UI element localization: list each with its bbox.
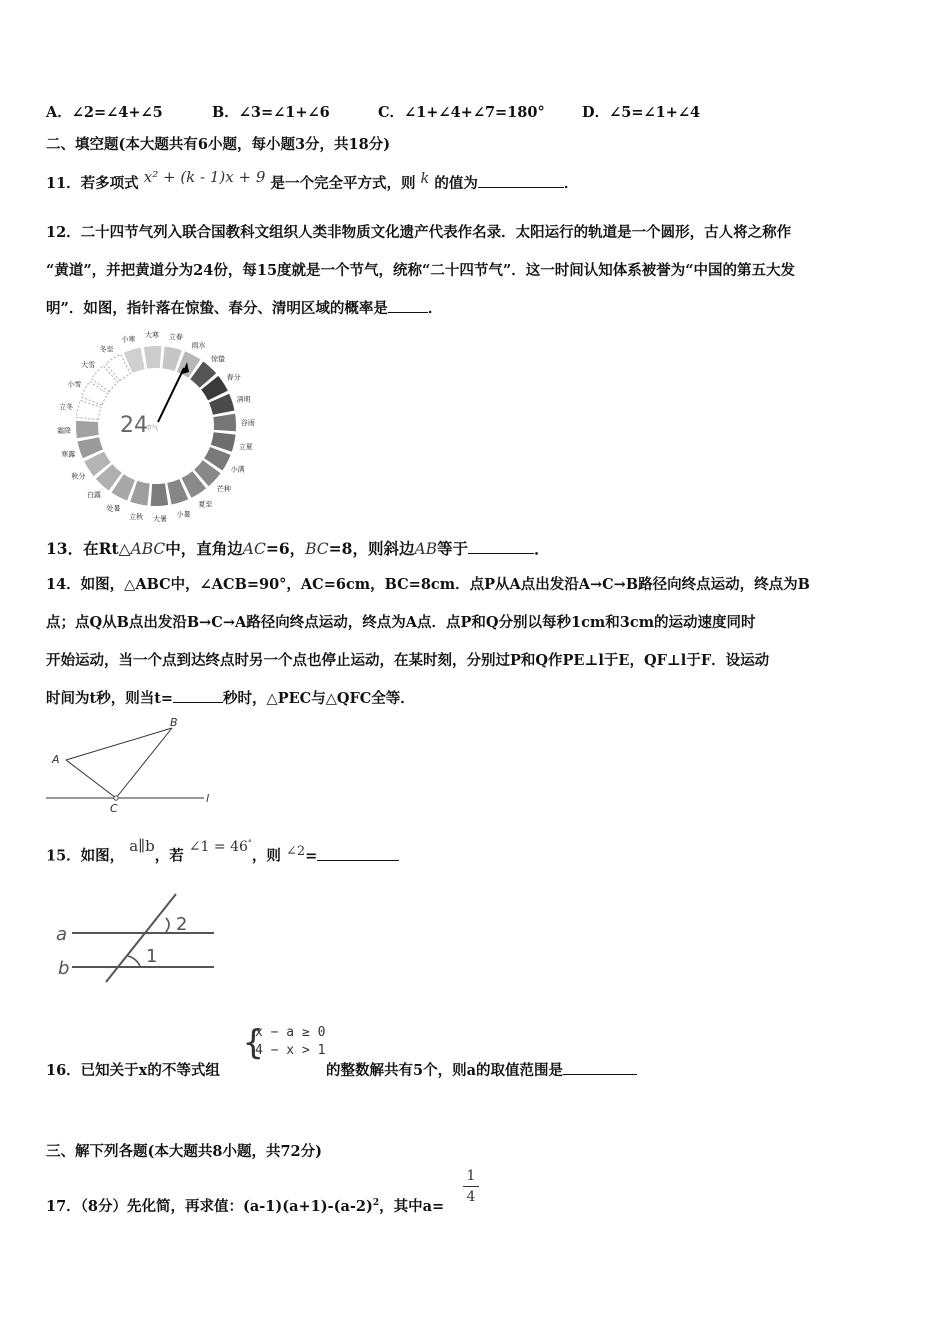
q14-line-2: 点；点Q从B点出发沿B→C→A路径向终点运动，终点为A点．点P和Q分别以每秒1cm和3cm的运动速度同时 <box>46 614 756 631</box>
q15-post: ，则 <box>251 847 281 865</box>
section-2-title: 二、填空题(本大题共有6小题，每小题3分，共18分) <box>46 136 391 153</box>
q16-post: 的整数解共有5个，则a的取值范围是 <box>326 1062 563 1079</box>
q11-answer-blank[interactable] <box>478 173 564 188</box>
ring-label: 惊蛰 <box>211 355 226 364</box>
q11-mid: 是一个完全平方式，则 <box>270 175 416 192</box>
q13-answer-blank[interactable] <box>468 539 534 554</box>
ring-label: 春分 <box>226 373 241 382</box>
q13-triangle: ABC <box>130 540 166 558</box>
ring-label: 冬至 <box>99 345 114 354</box>
label-line-b: b <box>58 958 70 979</box>
q12-line-3 <box>46 298 442 320</box>
label-a: A <box>52 753 60 766</box>
q14-line-3: 开始运动，当一个点到达终点时另一个点也停止运动，在某时刻，分别过P和Q作PE⊥l于E，QF⊥l于F．设运动 <box>46 652 770 669</box>
q15-angle-2: ∠2 <box>285 843 306 859</box>
point-c-marker <box>114 796 118 800</box>
figure-center-number: 24 <box>120 413 148 438</box>
q14-line-4-pre: 时间为t秒，则当t= <box>46 690 174 707</box>
q11-end: ． <box>563 175 579 192</box>
q12-line-1: 12．二十四节气列入联合国教科文组织人类非物质文化遗产代表作名录．太阳运行的轨道是一个圆形，古人将之称作 <box>46 224 792 241</box>
q17-text: 17．（8分）先化简，再求值：(a-1)(a+1)-(a-2) <box>46 1197 373 1215</box>
ring-label: 白露 <box>86 490 101 499</box>
ring-label: 小满 <box>230 465 245 474</box>
q15-answer-blank[interactable] <box>317 846 399 861</box>
figure-pointer <box>158 368 184 422</box>
ring-label: 小暑 <box>176 510 191 519</box>
q15-angle-1-text: ∠1 = 46 <box>188 838 248 855</box>
ring-label: 夏至 <box>198 500 213 509</box>
label-angle-2: 2 <box>176 914 188 935</box>
q14-line-1: 14．如图，△ABC中，∠ACB=90°，AC=6cm，BC=8cm．点P从A点出发沿A→C→B路径向终点运动，终点为B <box>46 576 810 593</box>
q16-pre: 16．已知关于x的不等式组 <box>46 1062 220 1079</box>
label-angle-1: 1 <box>146 946 158 967</box>
parallel-lines-figure <box>56 892 226 984</box>
q11-post: 的值为 <box>434 175 478 192</box>
q17-denominator: 4 <box>466 1189 476 1205</box>
q15-angle-1 <box>189 839 252 855</box>
q16-post-wrap <box>326 1060 637 1082</box>
q13-pre: 13．在Rt△ <box>46 539 131 558</box>
option-c: C．∠1+∠4+∠7=180° <box>378 104 545 121</box>
ring-segment <box>76 421 99 439</box>
ring-segment <box>151 483 169 506</box>
q11-polynomial: x² + (k - 1)x + 9 <box>143 168 266 186</box>
q14-answer-blank[interactable] <box>173 688 223 703</box>
q11-var-k: k <box>420 171 430 187</box>
ring-segment <box>213 414 236 432</box>
segment-bc <box>116 728 172 798</box>
segment-ac <box>66 760 116 798</box>
question-13 <box>46 538 550 560</box>
q15-eq: = <box>305 847 318 865</box>
q16-inequality-2: 4 − x > 1 <box>255 1043 326 1058</box>
question-17 <box>46 1192 444 1218</box>
q17-fraction <box>463 1168 479 1205</box>
figure-center-small: 节气 <box>146 425 159 432</box>
ring-label: 立春 <box>168 333 183 342</box>
option-d: D．∠5=∠1+∠4 <box>582 104 701 121</box>
q12-answer-blank[interactable] <box>388 298 428 313</box>
ring-label: 大暑 <box>153 514 168 522</box>
ring-label: 小雪 <box>67 380 82 389</box>
question-15 <box>46 836 399 869</box>
label-c: C <box>110 802 118 815</box>
ring-label: 处暑 <box>106 504 121 513</box>
option-a: A．∠2=∠4+∠5 <box>46 104 163 121</box>
q13-end: ． <box>534 539 550 558</box>
q16-inequality-system <box>243 1023 326 1063</box>
label-b: B <box>170 716 178 729</box>
segment-ab <box>66 728 172 760</box>
ring-label: 大寒 <box>144 331 159 340</box>
q12-end: ． <box>427 300 443 317</box>
q17-fraction-bar <box>463 1186 479 1187</box>
ring-label: 小寒 <box>121 335 136 344</box>
q15-degree: ° <box>247 838 252 847</box>
q13-mid3: =8，则斜边 <box>328 539 415 558</box>
q17-post: ，其中a= <box>379 1197 445 1215</box>
label-line-a: a <box>56 924 68 945</box>
angle-1-arc <box>128 956 140 966</box>
q13-mid1: 中，直角边 <box>165 539 243 558</box>
ring-segment <box>144 346 162 369</box>
q16-brace: { <box>243 1023 264 1063</box>
q12-line-3-text: 明”．如图，指针落在惊蛰、春分、清明区域的概率是 <box>46 300 388 317</box>
ring-label: 立秋 <box>129 512 144 521</box>
q14-line-4-post: 秒时，△PEC与△QFC全等． <box>223 690 415 707</box>
q12-line-2: “黄道”，并把黄道分为24份，每15度就是一个节气，统称“二十四节气”．这一时间认知体系被誉为“中国的第五大发 <box>46 262 796 279</box>
q13-ab: AB <box>414 540 438 558</box>
q13-ac: AC <box>242 540 266 558</box>
ring-label: 寒露 <box>61 450 76 459</box>
angle-2-arc <box>166 918 169 932</box>
ring-label: 芒种 <box>216 485 231 494</box>
q15-mid: ，若 <box>154 847 184 865</box>
ring-label: 霜降 <box>57 427 72 436</box>
q13-bc: BC <box>305 540 329 558</box>
ring-label: 谷雨 <box>240 418 255 427</box>
q11-pre: 11．若多项式 <box>46 175 139 192</box>
ring-label: 雨水 <box>191 341 206 350</box>
transversal <box>106 894 176 982</box>
label-l: l <box>206 792 210 805</box>
ring-label: 立冬 <box>59 403 74 412</box>
q17-square: 2 <box>372 1198 380 1208</box>
solar-terms-figure <box>46 330 266 522</box>
q16-answer-blank[interactable] <box>563 1060 637 1075</box>
question-11 <box>46 168 579 195</box>
q16-inequality-1: x − a ≥ 0 <box>255 1025 326 1040</box>
ring-label: 大雪 <box>81 360 96 369</box>
q13-mid2: =6， <box>265 539 306 558</box>
triangle-figure <box>46 714 226 816</box>
option-b: B．∠3=∠1+∠6 <box>212 104 330 121</box>
q15-parallel: a∥b <box>129 836 155 855</box>
q15-pre: 15．如图， <box>46 847 125 865</box>
q17-numerator: 1 <box>466 1168 476 1184</box>
q14-line-4 <box>46 688 415 710</box>
ring-label: 清明 <box>236 395 251 404</box>
section-3-title: 三、解下列各题(本大题共8小题，共72分) <box>46 1143 322 1160</box>
q13-post: 等于 <box>437 539 469 558</box>
ring-label: 立夏 <box>238 442 253 451</box>
ring-label: 秋分 <box>71 472 86 481</box>
